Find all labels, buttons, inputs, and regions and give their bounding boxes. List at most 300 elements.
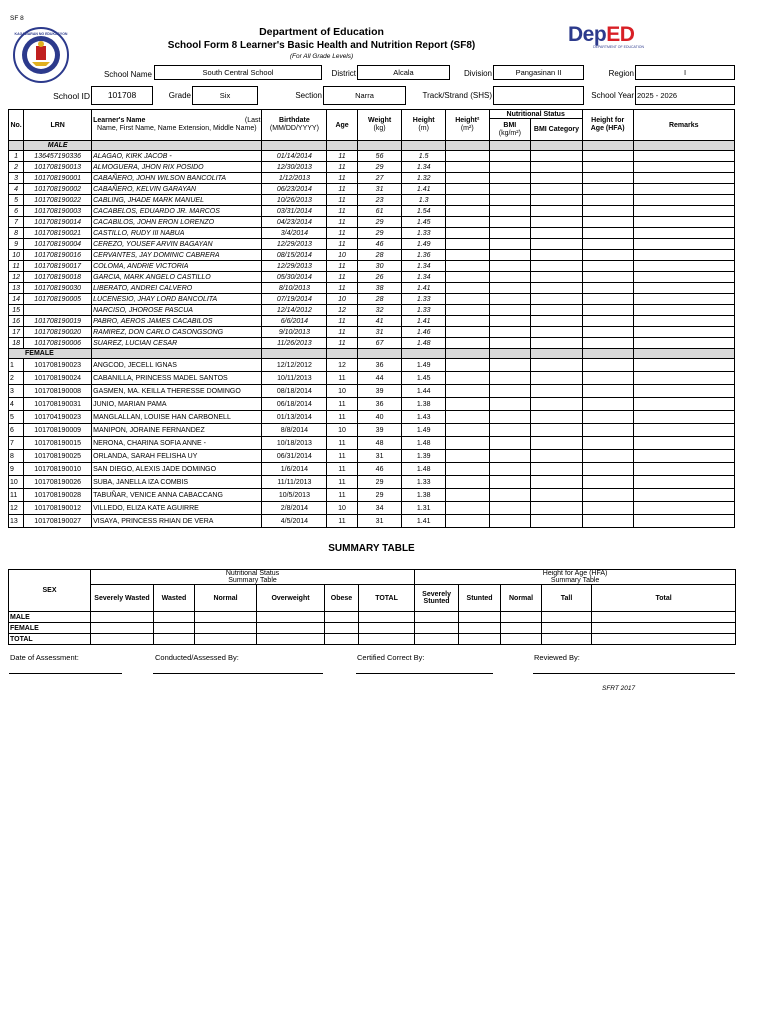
learner-birthdate: 1/12/2013 <box>262 173 327 184</box>
learner-bmi <box>489 385 531 398</box>
learner-birthdate: 10/5/2013 <box>262 489 327 502</box>
learner-name: SUBA, JANELLA IZA COMBIS <box>92 476 262 489</box>
learner-lrn <box>24 305 92 316</box>
learner-no: 11 <box>9 261 24 272</box>
learner-hfa <box>582 283 633 294</box>
school-id-field[interactable]: 101708 <box>91 86 153 105</box>
learner-remarks <box>633 385 734 398</box>
learner-bmi-category <box>531 327 583 338</box>
learner-bmi-category <box>531 184 583 195</box>
summary-cell <box>542 634 592 645</box>
learner-hfa <box>582 450 633 463</box>
learner-name: SUAREZ, LUCIAN CESAR <box>92 338 262 349</box>
learner-birthdate: 2/8/2014 <box>262 502 327 515</box>
summary-cell <box>415 612 459 623</box>
summary-row-label: FEMALE <box>9 623 91 634</box>
learner-no: 12 <box>9 502 24 515</box>
learner-height: 1.48 <box>402 463 446 476</box>
division-label: Division <box>463 69 492 78</box>
male-learner-row <box>9 217 735 228</box>
learner-height: 1.38 <box>402 489 446 502</box>
learner-remarks <box>633 162 734 173</box>
learner-name: ALAGAO, KIRK JACOB - <box>92 151 262 162</box>
learner-age: 11 <box>327 184 357 195</box>
learner-lrn: 101708190004 <box>24 239 92 250</box>
learner-height2 <box>445 502 489 515</box>
summary-cell <box>359 634 415 645</box>
learner-birthdate: 06/23/2014 <box>262 184 327 195</box>
learner-remarks <box>633 450 734 463</box>
summary-cell <box>325 623 359 634</box>
learner-remarks <box>633 228 734 239</box>
learner-height2 <box>445 424 489 437</box>
learner-no: 8 <box>9 450 24 463</box>
learner-bmi-category <box>531 463 583 476</box>
learner-bmi <box>489 195 531 206</box>
male-section-row <box>9 141 735 151</box>
learner-remarks <box>633 261 734 272</box>
learner-height2 <box>445 327 489 338</box>
learner-bmi-category <box>531 283 583 294</box>
learner-birthdate: 03/31/2014 <box>262 206 327 217</box>
learner-remarks <box>633 424 734 437</box>
learner-height2 <box>445 184 489 195</box>
learner-no: 9 <box>9 463 24 476</box>
learner-birthdate: 08/15/2014 <box>262 250 327 261</box>
learner-birthdate: 12/30/2013 <box>262 162 327 173</box>
learner-name: CASTILLO, RUDY III NABUA <box>92 228 262 239</box>
male-learner-row <box>9 272 735 283</box>
learner-no: 17 <box>9 327 24 338</box>
learner-lrn: 101708190015 <box>24 437 92 450</box>
learner-weight: 40 <box>357 411 402 424</box>
learner-bmi <box>489 450 531 463</box>
learner-height2 <box>445 272 489 283</box>
summary-ns-col: TOTAL <box>359 585 415 612</box>
learner-birthdate: 1/6/2014 <box>262 463 327 476</box>
col-weight: Weight (kg) <box>357 110 402 141</box>
district-field[interactable]: Alcala <box>357 65 450 80</box>
female-learner-row <box>9 385 735 398</box>
learner-age: 11 <box>327 437 357 450</box>
learner-height2 <box>445 398 489 411</box>
learner-age: 11 <box>327 261 357 272</box>
learner-bmi <box>489 515 531 528</box>
learner-bmi <box>489 437 531 450</box>
learner-birthdate: 06/18/2014 <box>262 398 327 411</box>
learner-weight: 44 <box>357 372 402 385</box>
learner-bmi-category <box>531 437 583 450</box>
learner-age: 11 <box>327 283 357 294</box>
learner-weight: 29 <box>357 217 402 228</box>
female-learner-row <box>9 463 735 476</box>
learner-name: CABANILLA, PRINCESS MADEL SANTOS <box>92 372 262 385</box>
learner-weight: 29 <box>357 162 402 173</box>
learner-height: 1.32 <box>402 173 446 184</box>
learner-name: NERONA, CHARINA SOFIA ANNE - <box>92 437 262 450</box>
learner-no: 18 <box>9 338 24 349</box>
male-learner-row <box>9 316 735 327</box>
learner-no: 10 <box>9 476 24 489</box>
summary-cell <box>501 623 542 634</box>
learner-age: 11 <box>327 195 357 206</box>
female-learner-row <box>9 489 735 502</box>
learner-age: 11 <box>327 206 357 217</box>
learners-table <box>8 109 735 528</box>
learner-bmi <box>489 283 531 294</box>
learner-bmi <box>489 217 531 228</box>
learner-bmi-category <box>531 515 583 528</box>
learner-hfa <box>582 327 633 338</box>
learner-weight: 26 <box>357 272 402 283</box>
learner-no: 16 <box>9 316 24 327</box>
summary-cell <box>195 612 257 623</box>
learner-height2 <box>445 217 489 228</box>
learner-weight: 32 <box>357 305 402 316</box>
learner-age: 11 <box>327 338 357 349</box>
learner-age: 10 <box>327 250 357 261</box>
summary-row <box>9 634 736 645</box>
col-bmi-category: BMI Category <box>531 119 583 141</box>
learner-bmi-category <box>531 162 583 173</box>
learner-age: 11 <box>327 450 357 463</box>
learner-age: 11 <box>327 463 357 476</box>
summary-row-label: MALE <box>9 612 91 623</box>
learner-no: 1 <box>9 151 24 162</box>
learner-bmi-category <box>531 173 583 184</box>
learner-hfa <box>582 316 633 327</box>
learner-no: 12 <box>9 272 24 283</box>
learner-age: 11 <box>327 151 357 162</box>
learner-weight: 30 <box>357 261 402 272</box>
learner-no: 4 <box>9 398 24 411</box>
learner-no: 1 <box>9 359 24 372</box>
learner-remarks <box>633 305 734 316</box>
learner-height: 1.5 <box>402 151 446 162</box>
learner-height2 <box>445 228 489 239</box>
learner-height: 1.3 <box>402 195 446 206</box>
learner-bmi <box>489 206 531 217</box>
learner-bmi <box>489 372 531 385</box>
learner-remarks <box>633 217 734 228</box>
learner-name: MANIPON, JORAINE FERNANDEZ <box>92 424 262 437</box>
learner-lrn: 101708190016 <box>24 250 92 261</box>
learner-height: 1.41 <box>402 184 446 195</box>
learner-hfa <box>582 385 633 398</box>
deped-logo: DepED DEPARTMENT OF EDUCATION <box>568 23 644 49</box>
learner-bmi-category <box>531 250 583 261</box>
learner-remarks <box>633 338 734 349</box>
learner-remarks <box>633 515 734 528</box>
learner-height: 1.33 <box>402 228 446 239</box>
summary-row <box>9 612 736 623</box>
female-learner-row <box>9 476 735 489</box>
summary-cell <box>359 623 415 634</box>
learner-bmi <box>489 261 531 272</box>
learner-name: PABRO, AEROS JAMES CACABILOS <box>92 316 262 327</box>
learner-lrn: 101708190022 <box>24 195 92 206</box>
learner-bmi <box>489 489 531 502</box>
track-field[interactable] <box>493 86 584 105</box>
summary-cell <box>501 612 542 623</box>
learner-birthdate: 8/10/2013 <box>262 283 327 294</box>
learner-name: VILLEDO, ELIZA KATE AGUIRRE <box>92 502 262 515</box>
date-assessment-line[interactable] <box>9 673 122 674</box>
learner-name: CABAÑERO, JOHN WILSON BANCOLITA <box>92 173 262 184</box>
learner-age: 11 <box>327 217 357 228</box>
division-field[interactable]: Pangasinan II <box>493 65 584 80</box>
learner-remarks <box>633 173 734 184</box>
learner-birthdate: 10/11/2013 <box>262 372 327 385</box>
learner-height: 1.46 <box>402 327 446 338</box>
learner-no: 15 <box>9 305 24 316</box>
learner-height2 <box>445 437 489 450</box>
learner-height2 <box>445 151 489 162</box>
learner-weight: 27 <box>357 173 402 184</box>
section-field[interactable]: Narra <box>323 86 406 105</box>
learner-height: 1.33 <box>402 294 446 305</box>
learner-height2 <box>445 239 489 250</box>
conducted-by-label: Conducted/Assessed By: <box>155 653 239 662</box>
certified-by-line[interactable] <box>356 673 493 674</box>
male-learner-row <box>9 184 735 195</box>
conducted-by-line[interactable] <box>153 673 323 674</box>
learner-bmi-category <box>531 489 583 502</box>
learner-bmi-category <box>531 316 583 327</box>
learner-height: 1.49 <box>402 424 446 437</box>
summary-cell <box>154 634 195 645</box>
learner-hfa <box>582 195 633 206</box>
learner-bmi <box>489 316 531 327</box>
learner-lrn: 101708190017 <box>24 261 92 272</box>
learner-lrn: 101708190012 <box>24 502 92 515</box>
col-remarks: Remarks <box>633 110 734 141</box>
learner-bmi <box>489 272 531 283</box>
learner-height2 <box>445 515 489 528</box>
learner-hfa <box>582 372 633 385</box>
learner-bmi-category <box>531 502 583 515</box>
learner-remarks <box>633 316 734 327</box>
learner-bmi-category <box>531 424 583 437</box>
learner-remarks <box>633 359 734 372</box>
learner-hfa <box>582 489 633 502</box>
learner-lrn: 101708190003 <box>24 206 92 217</box>
learner-bmi-category <box>531 294 583 305</box>
learner-remarks <box>633 398 734 411</box>
male-learner-row <box>9 305 735 316</box>
summary-hfa-col: Severely Stunted <box>415 585 459 612</box>
col-name: Learner's Name (Last Name, First Name, Name Extension, Middle Name) <box>92 110 262 141</box>
region-field[interactable]: I <box>635 65 735 80</box>
school-year-field[interactable]: 2025 - 2026 <box>635 86 735 105</box>
male-learner-row <box>9 327 735 338</box>
learner-height2 <box>445 411 489 424</box>
learner-birthdate: 01/13/2014 <box>262 411 327 424</box>
learner-height: 1.34 <box>402 272 446 283</box>
learner-age: 11 <box>327 476 357 489</box>
learner-name: CEREZO, YOUSEF ARVIN BAGAYAN <box>92 239 262 250</box>
learner-weight: 41 <box>357 316 402 327</box>
school-name-label: School Name <box>103 70 152 79</box>
learner-height: 1.41 <box>402 283 446 294</box>
learner-hfa <box>582 184 633 195</box>
male-learner-row <box>9 162 735 173</box>
learner-height2 <box>445 450 489 463</box>
logo-subtitle: DEPARTMENT OF EDUCATION <box>593 45 644 49</box>
learner-bmi-category <box>531 206 583 217</box>
learner-name: NARCISO, JHOROSE PASCUA <box>92 305 262 316</box>
learner-lrn: 136457190336 <box>24 151 92 162</box>
female-learner-row <box>9 424 735 437</box>
seal-text: KAGAWARAN NG EDUKASYON <box>14 32 68 36</box>
male-learner-row <box>9 250 735 261</box>
learner-height: 1.39 <box>402 450 446 463</box>
learner-name: RAMIREZ, DON CARLO CASONGSONG <box>92 327 262 338</box>
male-learner-row <box>9 228 735 239</box>
learner-age: 10 <box>327 385 357 398</box>
summary-ns-col: Obese <box>325 585 359 612</box>
form-subtitle: (For All Grade Levels) <box>289 53 354 60</box>
summary-hfa-col: Total <box>592 585 736 612</box>
learner-lrn: 101708190014 <box>24 217 92 228</box>
learner-no: 6 <box>9 206 24 217</box>
summary-cell <box>359 612 415 623</box>
learner-weight: 29 <box>357 489 402 502</box>
learner-name: CABLING, JHADE MARK MANUEL <box>92 195 262 206</box>
learner-height2 <box>445 162 489 173</box>
learner-birthdate: 3/4/2014 <box>262 228 327 239</box>
learner-height: 1.34 <box>402 261 446 272</box>
department-title: Department of Education <box>259 26 384 38</box>
grade-label: Grade <box>168 91 191 100</box>
male-learner-row <box>9 294 735 305</box>
summary-cell <box>415 634 459 645</box>
learner-remarks <box>633 327 734 338</box>
learner-name: COLOMA, ANDRIE VICTORIA <box>92 261 262 272</box>
male-learner-row <box>9 239 735 250</box>
learner-height: 1.45 <box>402 217 446 228</box>
learner-hfa <box>582 515 633 528</box>
learner-no: 11 <box>9 489 24 502</box>
learner-remarks <box>633 463 734 476</box>
district-label: District <box>331 69 356 78</box>
summary-ns-col: Overweight <box>257 585 325 612</box>
learner-bmi <box>489 228 531 239</box>
learner-lrn: 101708190024 <box>24 372 92 385</box>
learner-weight: 61 <box>357 206 402 217</box>
learner-weight: 31 <box>357 184 402 195</box>
summary-cell <box>195 634 257 645</box>
summary-row-label: TOTAL <box>9 634 91 645</box>
learner-weight: 39 <box>357 424 402 437</box>
learner-age: 11 <box>327 489 357 502</box>
summary-cell <box>459 612 501 623</box>
learner-lrn: 101708190030 <box>24 283 92 294</box>
learner-hfa <box>582 272 633 283</box>
learner-hfa <box>582 261 633 272</box>
learner-bmi-category <box>531 372 583 385</box>
summary-cell <box>325 634 359 645</box>
learner-name: GARCIA, MARK ANGELO CASTILLO <box>92 272 262 283</box>
learner-hfa <box>582 151 633 162</box>
learner-birthdate: 8/8/2014 <box>262 424 327 437</box>
learner-name: ALMOGUERA, JHON RIX POSIDO <box>92 162 262 173</box>
learner-height2 <box>445 206 489 217</box>
learner-no: 13 <box>9 283 24 294</box>
learner-birthdate: 08/18/2014 <box>262 385 327 398</box>
summary-title: SUMMARY TABLE <box>328 543 415 554</box>
learner-hfa <box>582 250 633 261</box>
learner-age: 11 <box>327 173 357 184</box>
form-code: SF 8 <box>10 15 24 22</box>
female-learner-row <box>9 515 735 528</box>
learner-bmi-category <box>531 359 583 372</box>
grade-field[interactable]: Six <box>192 86 258 105</box>
learner-bmi-category <box>531 261 583 272</box>
learner-weight: 31 <box>357 515 402 528</box>
learner-bmi <box>489 184 531 195</box>
learner-birthdate: 11/26/2013 <box>262 338 327 349</box>
learner-weight: 23 <box>357 195 402 206</box>
learner-weight: 46 <box>357 463 402 476</box>
learner-weight: 29 <box>357 228 402 239</box>
learner-bmi-category <box>531 195 583 206</box>
reviewed-by-line[interactable] <box>533 673 735 674</box>
learner-lrn: 101708190008 <box>24 385 92 398</box>
date-assessment-label: Date of Assessment: <box>10 653 79 662</box>
school-name-field[interactable]: South Central School <box>154 65 322 80</box>
learner-age: 11 <box>327 272 357 283</box>
learner-name: CACABELOS, EDUARDO JR. MARCOS <box>92 206 262 217</box>
learner-age: 12 <box>327 359 357 372</box>
summary-cell <box>91 623 154 634</box>
learner-birthdate: 9/10/2013 <box>262 327 327 338</box>
learner-birthdate: 07/19/2014 <box>262 294 327 305</box>
summary-cell <box>592 612 736 623</box>
learner-bmi <box>489 476 531 489</box>
learner-remarks <box>633 283 734 294</box>
learner-bmi-category <box>531 338 583 349</box>
learner-height: 1.48 <box>402 437 446 450</box>
learner-bmi-category <box>531 228 583 239</box>
learner-birthdate: 12/14/2012 <box>262 305 327 316</box>
learner-name: JUNIO, MARIAN PAMA <box>92 398 262 411</box>
learner-height2 <box>445 195 489 206</box>
summary-cell <box>459 634 501 645</box>
form-title: School Form 8 Learner's Basic Health and Nutrition Report (SF8) <box>167 40 476 51</box>
learner-weight: 34 <box>357 502 402 515</box>
summary-hfa-col: Stunted <box>459 585 501 612</box>
learner-no: 5 <box>9 195 24 206</box>
learner-height2 <box>445 359 489 372</box>
learner-no: 2 <box>9 162 24 173</box>
learner-birthdate: 4/5/2014 <box>262 515 327 528</box>
learner-height: 1.45 <box>402 372 446 385</box>
learner-bmi <box>489 398 531 411</box>
learner-bmi <box>489 250 531 261</box>
learner-birthdate: 6/6/2014 <box>262 316 327 327</box>
certified-by-label: Certified Correct By: <box>357 653 425 662</box>
learner-hfa <box>582 437 633 450</box>
learner-name: CERVANTES, JAY DOMINIC CABRERA <box>92 250 262 261</box>
male-label: MALE <box>24 141 92 151</box>
col-hfa: Height for Age (HFA) <box>582 110 633 141</box>
learner-height2 <box>445 316 489 327</box>
learner-age: 11 <box>327 316 357 327</box>
learner-weight: 36 <box>357 359 402 372</box>
summary-cell <box>257 623 325 634</box>
learner-bmi-category <box>531 239 583 250</box>
